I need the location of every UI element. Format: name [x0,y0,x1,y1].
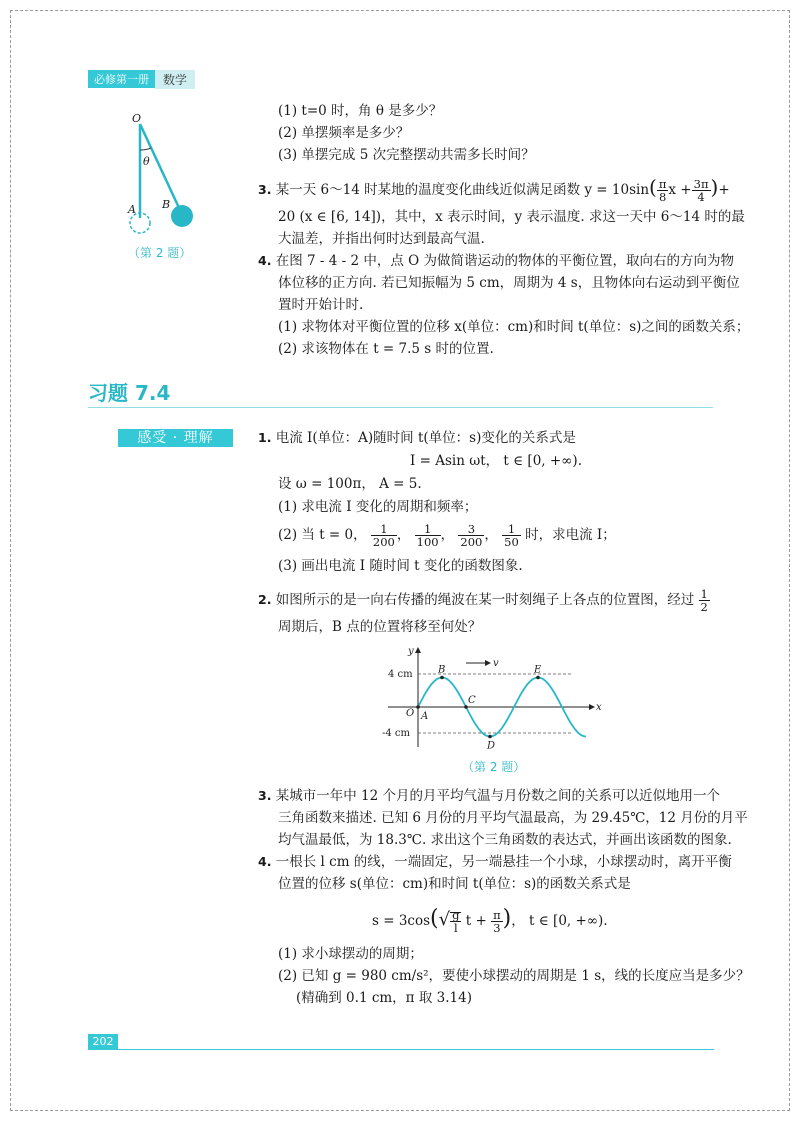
p3-line3: 大温差，并指出何时达到最高气温. [278,231,485,247]
ex2-frac: $\frac{1}{2}$ [700,587,708,614]
velocity-label: v [493,658,499,669]
wave-point-b [440,676,444,680]
ex2-num: 2. [258,592,272,607]
ex1-sub2-post: 时，求电流 I； [525,527,616,543]
ex4-sub3: (精确到 0.1 cm，π 取 3.14) [296,990,472,1006]
ex4-line2: 位置的位移 s(单位：cm)和时间 t(单位：s)的函数关系式是 [278,876,631,892]
wave-point-e [536,676,540,680]
ex4-line1 [258,852,732,872]
header-book: 必修第一册 [88,70,155,88]
ex3-text1: 某城市一年中 12 个月的月平均气温与月份数之间的关系可以近似地用一个 [275,788,721,804]
ex2-line2: 周期后，B 点的位置将移至何处？ [278,619,482,635]
ex1-line1 [258,428,576,448]
ex1-sub2-pre: (2) 当 t = 0， [278,527,367,543]
ex1-line2: 设 ω = 100π， A = 5. [278,476,422,492]
wave-point-a [416,705,420,709]
ex1-formula: I = Asin ωt， t ∈ [0, +∞). [410,453,582,469]
p3-text1: 某一天 6～14 时某地的温度变化曲线近似满足函数 y = 10sin [275,182,650,198]
ex1-sub3: (3) 画出电流 I 随时间 t 变化的函数图象. [278,558,523,574]
ex3-num: 3. [258,788,272,803]
p3-line1: 3. 某一天 6～14 时某地的温度变化曲线近似满足函数 y = 10sin( $\frac{\pi}{8}$ x + $\frac{3\pi}{4}$ )+ [258,175,730,204]
header-tag [88,71,195,87]
ex1-frac-2: $\frac{3}{200}$ [460,522,483,549]
p3-num: 3. [258,182,272,197]
ex4-sub1: (1) 求小球摆动的周期； [278,946,423,962]
wave-point-d [488,735,492,739]
wave-chart [372,642,612,752]
p3-line2: 20 (x ∈ [6, 14])，其中，x 表示时间，y 表示温度. 求这一天中 6～14 时的最 [278,209,745,225]
top-q1: (1) t=0 时，角 θ 是多少？ [278,103,443,119]
ex4-frac-gl: $\frac{g}{l}$ [452,908,460,935]
ex4-sub2: (2) 已知 g = 980 cm/s²，要使小球摆动的周期是 1 s，线的长度应当是多少？ [278,968,750,984]
pendulum-figure [110,110,210,235]
footer-rule [118,1049,714,1050]
ex4-frac-pi: $\frac{\pi}{3}$ [493,908,501,935]
pendulum-caption: （第 2 题） [128,246,192,260]
ex4-formula: s = 3cos(√ $\frac{g}{l}$ t + $\frac{\pi}{3}$ )， t ∈ [0, +∞). [372,906,608,935]
ex1-sub2: (2) 当 t = 0， $\frac{1}{200}$ ， $\frac{1}{100}$ ， $\frac{3}{200}$ ， $\frac{1}{50}$ 时，求电流 I； [278,522,616,549]
p4-sub1: (1) 求物体对平衡位置的位移 x(单位：cm)和时间 t(单位：s)之间的函数关系； [278,319,750,335]
header-subject: 数学 [155,70,195,89]
y-label: y [408,646,414,657]
p3-frac1: $\frac{\pi}{8}$ [658,177,667,204]
p3-frac2: $\frac{3\pi}{4}$ [693,177,709,204]
ex1-frac-1: $\frac{1}{100}$ [416,522,439,549]
theta-arc [140,148,151,150]
p4-num: 4. [258,253,272,268]
ex1-sub1: (1) 求电流 I 变化的周期和频率； [278,499,478,515]
wave-point-label-e: E [534,664,542,676]
ytick-bottom: -4 cm [382,728,411,739]
p4-sub2: (2) 求该物体在 t = 7.5 s 时的位置. [278,341,494,357]
label-theta: θ [143,155,150,168]
ex1-num: 1. [258,430,272,445]
top-q3: (3) 单摆完成 5 次完整摆动共需多长时间？ [278,147,535,163]
wave-caption: （第 2 题） [462,760,526,774]
ex4-formula-pre: s = 3cos [372,913,431,929]
ex2-text1: 如图所示的是一向右传播的绳波在某一时刻绳子上各点的位置图，经过 [275,592,695,608]
ex1-frac-0: $\frac{1}{200}$ [372,522,395,549]
origin-label: O [406,708,415,719]
wave-point-label-c: C [468,695,476,706]
wave-point-label-d: D [487,740,496,752]
ex2-line1 [258,588,710,613]
wave-point-label-b: B [438,664,446,676]
p4-line1 [258,251,734,271]
ex4-formula-t: t + [465,913,487,929]
pendulum-bob [171,205,193,227]
ex4-formula-post: ， t ∈ [0, +∞). [511,913,608,929]
ex3-line2: 三角函数来描述. 已知 6 月份的月平均气温最高，为 29.45℃，12 月份的月平 [278,810,748,826]
ex3-line3: 均气温最低，为 18.3℃. 求出这个三角函数的表达式，并画出该函数的图象. [278,832,732,848]
ex3-line1 [258,786,720,806]
label-o: O [132,112,142,125]
x-label: x [596,702,602,713]
ex1-frac-3: $\frac{1}{50}$ [504,522,519,549]
page-number: 202 [88,1034,118,1050]
label-a: A [128,203,136,216]
section-title: 习题 7.4 [88,381,171,405]
section-tag: 感受 · 理解 [118,429,233,447]
p4-line3: 置时开始计时. [278,297,364,313]
p3-tail: + [718,182,730,198]
wave-point-label-a: A [421,711,429,722]
p4-text1: 在图 7 - 4 - 2 中，点 O 为做简谐运动的物体的平衡位置，取向右的方向为物 [275,253,735,269]
ex4-text1: 一根长 l cm 的线，一端固定，另一端悬挂一个小球，小球摆动时，离开平衡 [275,854,732,870]
top-q2: (2) 单摆频率是多少？ [278,125,410,141]
ytick-top: 4 cm [388,669,413,680]
p4-line2: 体位移的正方向. 若已知振幅为 5 cm，周期为 4 s，且物体向右运动到平衡位 [278,275,740,291]
p3-mid: x + [668,182,692,198]
ex4-num: 4. [258,854,272,869]
label-b: B [162,198,171,211]
section-rule [88,407,713,408]
ex1-text1: 电流 I(单位：A)随时间 t(单位：s)变化的关系式是 [275,430,576,446]
